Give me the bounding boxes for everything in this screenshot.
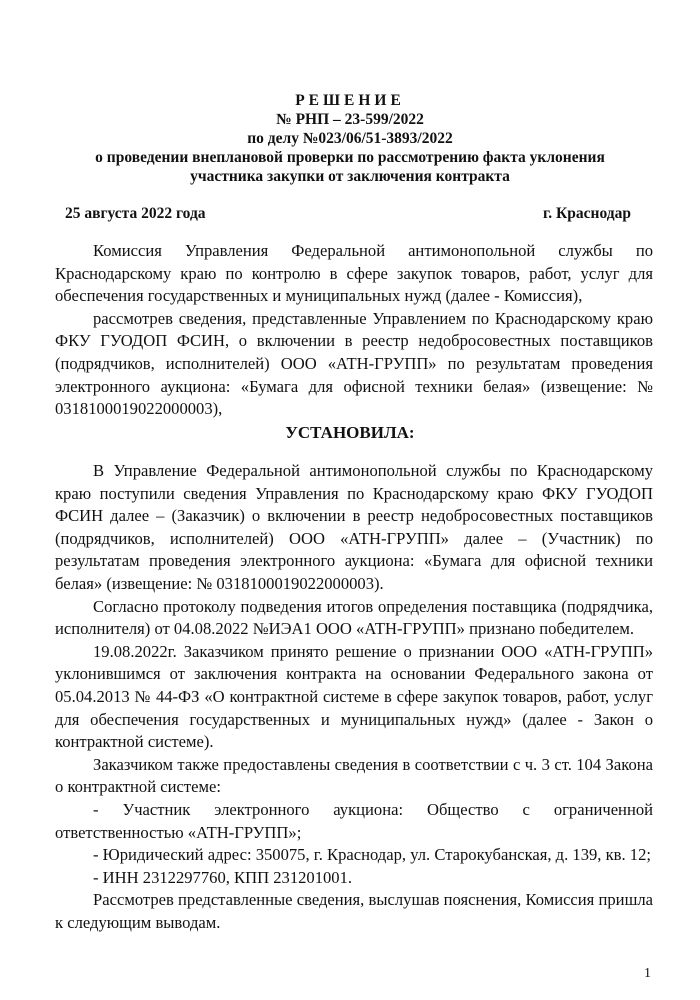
decision-date: 25 августа 2022 года xyxy=(65,205,206,222)
case-number: по делу №023/06/51-3893/2022 xyxy=(247,130,453,147)
document-title: РЕШЕНИЕ xyxy=(295,92,405,109)
findings-paragraph-4: Заказчиком также предоставлены сведения в соответствии с ч. 3 ст. 104 Закона о контрактной системе: xyxy=(55,754,653,797)
subject-line-1: о проведении внеплановой проверки по рассмотрению факта уклонения xyxy=(95,149,605,166)
subject-line-2: участника закупки от заключения контракта xyxy=(190,168,510,185)
findings-paragraph-1: В Управление Федеральной антимонопольной службы по Краснодарскому краю поступили сведения Управления по Краснодарскому краю ФКУ ГУОДОП ФСИН далее – (Заказчик) о включении в реестр недобросовестных поставщиков (подрядчиков, исполнителей) ООО «АТН-ГРУПП» далее – (Участник) по результатам проведения электронного аукциона: «Бумага для офисной техники белая» (извещение: № 0318100019022000003). xyxy=(55,461,653,593)
intro-paragraph-commission: Комиссия Управления Федеральной антимонопольной службы по Краснодарскому краю по контролю в сфере закупок товаров, работ, услуг для обеспечения государственных и муниципальных нужд (далее - Комиссия), xyxy=(55,241,653,306)
findings-item-inn: - ИНН 2312297760, КПП 231201001. xyxy=(93,867,353,887)
decision-number: № РНП – 23-599/2022 xyxy=(276,111,424,128)
findings-section xyxy=(55,460,653,934)
findings-item-address: - Юридический адрес: 350075, г. Краснодар, ул. Старокубанская, д. 139, кв. 12; xyxy=(93,845,651,865)
section-heading-established: УСТАНОВИЛА: xyxy=(285,423,415,442)
findings-paragraph-2: Согласно протоколу подведения итогов определения поставщика (подрядчика, исполнителя) от 04.08.2022 №ИЭА1 ООО «АТН-ГРУПП» признано победителем. xyxy=(55,596,653,639)
findings-item-participant: - Участник электронного аукциона: Общество с ограниченной ответственностью «АТН-ГРУПП»; xyxy=(55,799,653,842)
findings-paragraph-3: 19.08.2022г. Заказчиком принято решение о признании ООО «АТН-ГРУПП» уклонившимся от заключения контракта на основании Федерального закона от 05.04.2013 № 44-ФЗ «О контрактной системе в сфере закупок товаров, работ, услуг для обеспечения государственных и муниципальных нужд» (далее - Закон о контрактной системе). xyxy=(55,641,653,752)
page-number: 1 xyxy=(644,966,651,981)
intro-section xyxy=(55,240,653,421)
findings-paragraph-5: Рассмотрев представленные сведения, выслушав пояснения, Комиссия пришла к следующим выводам. xyxy=(55,890,653,932)
decision-city: г. Краснодар xyxy=(543,205,631,222)
intro-paragraph-considered: рассмотрев сведения, представленные Управлением по Краснодарскому краю ФКУ ГУОДОП ФСИН, о включении в реестр недобросовестных поставщиков (подрядчиков, исполнителей) ООО «АТН-ГРУПП» по результатам проведения электронного аукциона: «Бумага для офисной техники белая» (извещение: № 0318100019022000003), xyxy=(55,308,653,419)
decision-header xyxy=(0,91,700,186)
